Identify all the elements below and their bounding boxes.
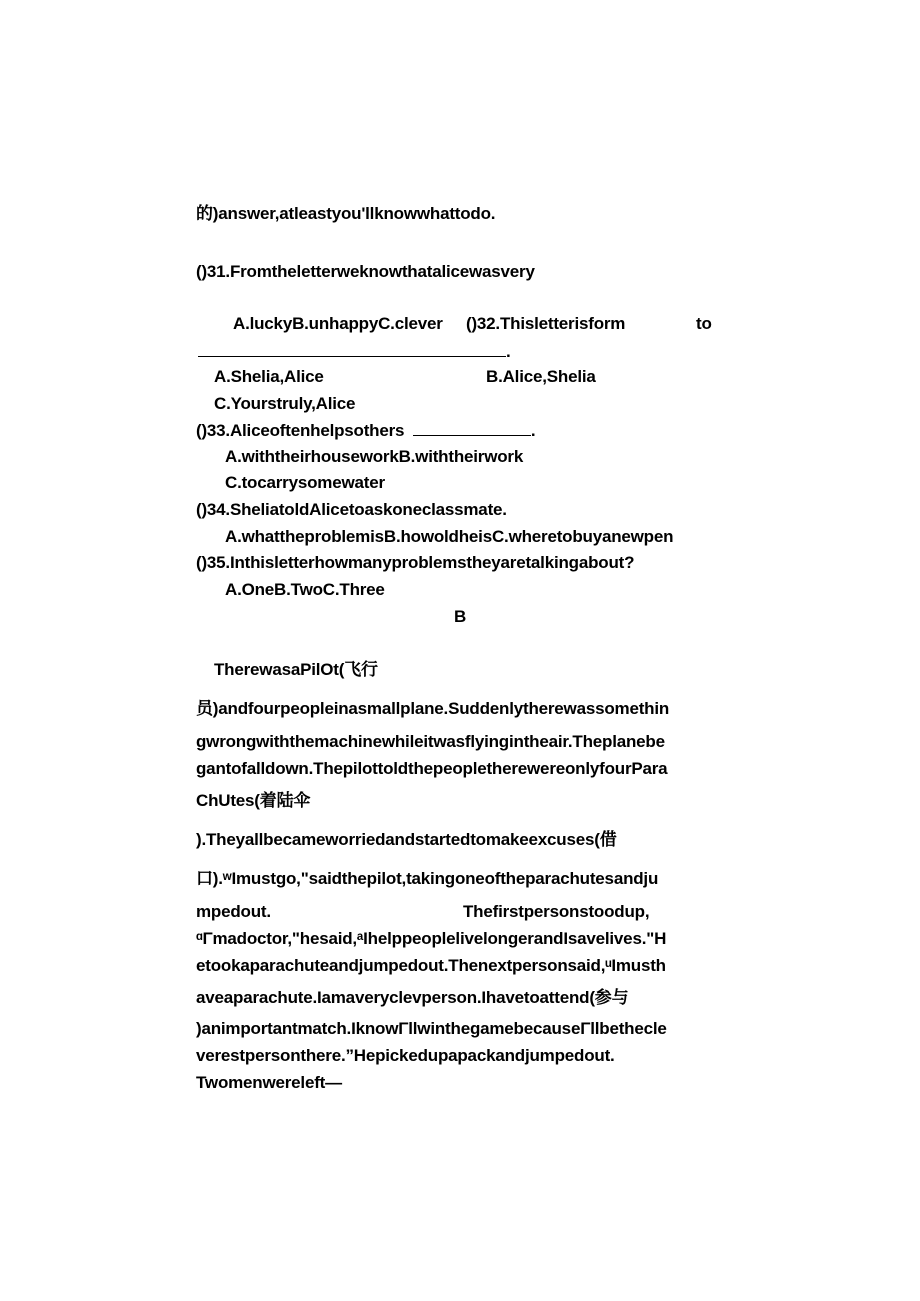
passage-b-line: ).Theyallbecameworriedandstartedtomakeexcuses(借 — [196, 830, 617, 849]
question-33-text: ()33.Aliceoftenhelpsothers — [196, 421, 405, 440]
answer-blank — [198, 340, 506, 357]
passage-b-line: mpedout. — [196, 902, 271, 921]
passage-b-line: Twomenwereleft— — [196, 1073, 342, 1092]
question-32-stem: ()32.Thisletterisform — [466, 314, 626, 333]
passage-b-line: verestpersonthere.”Hepickedupapackandjumpedout. — [196, 1046, 615, 1065]
passage-b-line: TherewasaPilOt(飞行 — [214, 660, 378, 679]
answer-blank — [413, 419, 531, 436]
passage-b-line: ᵅΓmadoctor,"hesaid,ᵃIhelppeoplelivelongerandIsavelives."H — [196, 929, 667, 948]
question-35-options: A.OneB.TwoC.Three — [225, 580, 385, 599]
question-31-options: A.luckyB.unhappyC.clever — [233, 314, 443, 333]
question-33-stem — [196, 419, 535, 442]
question-32-blank-line — [198, 340, 511, 363]
section-b-heading: B — [454, 607, 467, 626]
passage-b-line: )animportantmatch.IknowΓllwinthegamebecauseΓllbethecle — [196, 1019, 667, 1038]
question-32-option-b: B.Alice,Shelia — [486, 367, 596, 386]
passage-b-line: gantofalldown.ThepilottoldthepeopletherewereonlyfourPara — [196, 759, 668, 778]
question-33-period: . — [530, 421, 536, 440]
question-31-stem: ()31.Fromtheletterweknowthatalicewasvery — [196, 262, 535, 281]
passage-a-tail: 的)answer,atleastyou'llknowwhattodo. — [196, 204, 496, 223]
passage-b-line: gwrongwiththemachinewhileitwasflyingintheair.Theplanebe — [196, 732, 665, 751]
question-34-options: A.whattheproblemisB.howoldheisC.wheretobuyanewpen — [225, 527, 674, 546]
question-32-option-a: A.Shelia,Alice — [214, 367, 324, 386]
question-34-stem: ()34.SheliatoldAlicetoaskoneclassmate. — [196, 500, 507, 519]
question-33-options-ab: A.withtheirhouseworkB.withtheirwork — [225, 447, 524, 466]
passage-b-line: ChUtes(着陆伞 — [196, 791, 311, 810]
passage-b-line: 口).ʷImustgo,"saidthepilot,takingoneoftheparachutesandju — [196, 869, 659, 888]
question-35-stem: ()35.Inthisletterhowmanyproblemstheyaretalkingabout? — [196, 553, 635, 572]
question-33-option-c: C.tocarrysomewater — [225, 473, 385, 492]
passage-b-line: 员)andfourpeopleinasmallplane.Suddenlytherewassomethin — [196, 699, 670, 718]
passage-b-line: aveaparachute.Iamaveryclevperson.Ihavetoattend(参与 — [196, 988, 629, 1007]
passage-b-line: etookaparachuteandjumpedout.Thenextpersonsaid,ᵘImusth — [196, 956, 666, 975]
passage-b-line: Thefirstpersonstoodup, — [463, 902, 650, 921]
question-32-option-c: C.Yourstruly,Alice — [214, 394, 356, 413]
question-32-to: to — [696, 314, 712, 333]
question-32-period: . — [506, 342, 511, 361]
